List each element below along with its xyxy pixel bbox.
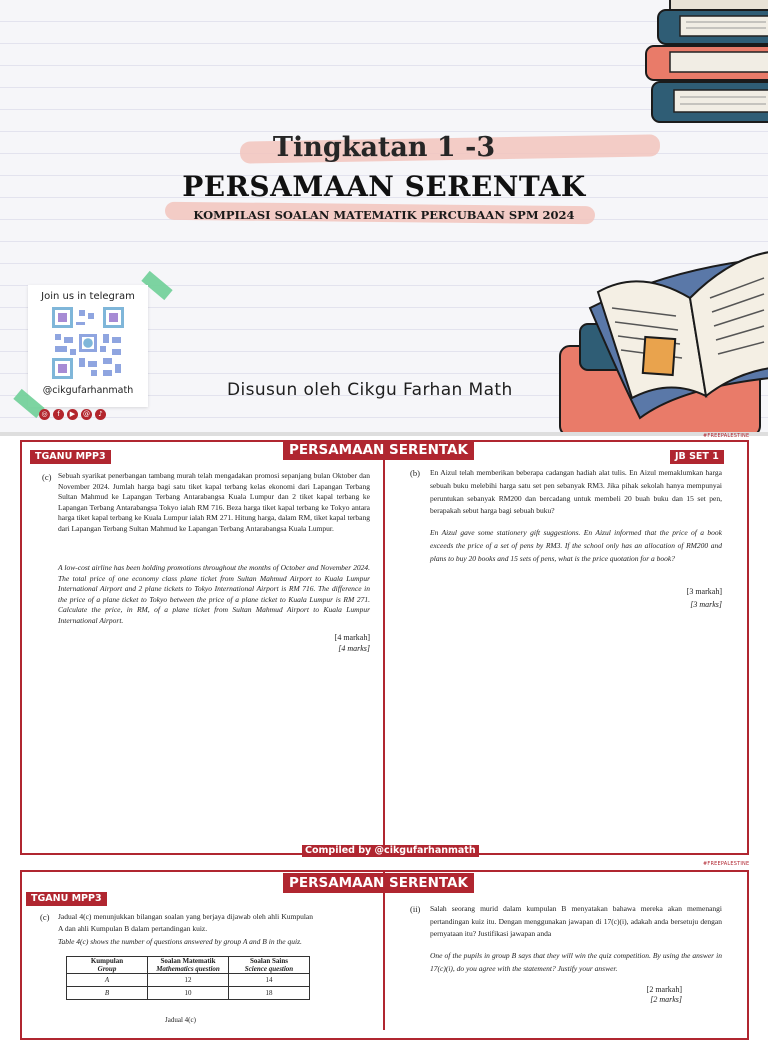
marks-english: [2 marks] [650, 995, 682, 1004]
marks-malay: [2 markah] [646, 985, 682, 994]
question-text-malay: Jadual 4(c) menunjukkan bilangan soalan yang berjaya dijawab oleh ahli Kumpulan A dan ahli Kumpulan B dalam pertandingan kuiz. [58, 912, 313, 933]
question-text-malay: Salah seorang murid dalam kumpulan B menyatakan bahawa mereka akan memenangi pertandingan kuiz itu. Dengan menggunakan jawapan di 17(c)(i), adakah anda bersetuju dengan pernyataan itu? Justifikasi jawapan anda [430, 904, 722, 938]
question-label: (ii) [410, 904, 421, 914]
marks-english: [4 marks] [338, 644, 370, 653]
open-book-illustration [520, 228, 768, 432]
free-palestine-label: #FREEPALESTINE [703, 861, 750, 867]
telegram-title: Join us in telegram [41, 291, 135, 302]
question-label: (c) [42, 472, 52, 482]
instagram-icon[interactable]: ◎ [39, 409, 50, 420]
table-cell: 10 [148, 987, 229, 1000]
table-header-cell: Soalan Sains Science question [229, 957, 310, 974]
question-text-english: Table 4(c) shows the number of questions answered by group A and B in the quiz. [58, 937, 302, 946]
youtube-icon[interactable]: ▶ [67, 409, 78, 420]
question-label: (c) [40, 912, 50, 922]
worksheet-header: PERSAMAAN SERENTAK [283, 440, 474, 460]
quiz-table [66, 956, 310, 1000]
table-row [67, 987, 310, 1000]
telegram-handle: @cikgufarhanmath [42, 385, 134, 396]
table-cell: 18 [229, 987, 310, 1000]
cover-page [0, 0, 768, 432]
question-text-english: One of the pupils in group B says that they will win the quiz competition. By using the answer in 17(c)(i), do you agree with the statement? Justify your answer. [430, 951, 722, 973]
question-text-malay: Sebuah syarikat penerbangan tambang murah telah mengadakan promosi sepanjang bulan Oktober dan November 2024. Jumlah harga bagi satu tiket kapal terbang kelas ekonomi dari Lapangan Terbang Sultan Mahmud ke Lapangan Terbang Antarabangsa Kuala Lumpur dan 2 tiket kapal terbang ke Lapangan Terbang Antarabangsa Tokyo ialah RM 716. Beza harga tiket kapal terbang ke Tokyo antara harga tiket kapal terbang ke Kuala Lumpur ialah RM 271. Hitung harga, dalam RM, tiket kapal terbang dari Lapangan Terbang Sultan Mahmud ke Lapangan Terbang Antarabangsa Kuala Lumpur. [58, 471, 370, 533]
telegram-qr-code[interactable] [52, 307, 124, 379]
question-text-english: A low-cost airline has been holding promotions throughout the months of October and November 2024. The total price of one economy class plane ticket from Sultan Mahmud Airport to Kuala Lumpur International Airport and 2 plane tickets to Tokyo International Airport is RM 716. The difference in the price of a plane ticket to Tokyo between the price of a plane ticket to Kuala Lumpur is RM 271. Calculate the price, in RM, of a plane ticket from Sultan Mahmud Airport to Kuala Lumpur International Airport. [58, 563, 370, 625]
table-cell: 14 [229, 974, 310, 987]
question-text-english: En Aizul gave some stationery gift suggestions. En Aizul informed that the price of a book exceeds the price of a set of pens by RM3. If the school only has an allocation of RM200 and plans to buy 20 books and 15 sets of pens, what is the price quotation for a book? [430, 528, 722, 563]
table-cell: 12 [148, 974, 229, 987]
table-cell: B [67, 987, 148, 1000]
social-icons-row [39, 409, 106, 420]
table-cell: A [67, 974, 148, 987]
compiled-by-label: Compiled by @cikgufarhanmath [302, 845, 479, 857]
telegram-card[interactable] [28, 285, 148, 407]
cover-author: Disusun oleh Cikgu Farhan Math [227, 380, 513, 400]
source-tag: JB SET 1 [670, 450, 724, 464]
cover-title-form: Tingkatan 1 -3 [272, 132, 496, 163]
marks-malay: [4 markah] [334, 633, 370, 642]
table-header-cell: Kumpulan Group [67, 957, 148, 974]
column-divider [383, 870, 385, 1030]
marks-malay: [3 markah] [686, 587, 722, 596]
table-caption: Jadual 4(c) [165, 1016, 196, 1024]
source-tag: TGANU MPP3 [26, 892, 107, 906]
worksheet-header: PERSAMAAN SERENTAK [283, 873, 474, 893]
free-palestine-label: #FREEPALESTINE [703, 433, 750, 439]
threads-icon[interactable]: @ [83, 410, 90, 418]
table-header-row [67, 957, 310, 974]
question-text-malay: En Aizul telah memberikan beberapa cadangan hadiah alat tulis. En Aizul memaklumkan harga sebuah buku melebihi harga satu set pen sebanyak RM3. Jika pihak sekolah hanya mempunyai peruntukan sebanyak RM200 dan bercadang untuk membeli 20 buah buku dan 15 set pen, berapakah sebut harga bagi sebuah buku? [430, 468, 722, 516]
cover-title-topic: PERSAMAAN SERENTAK [182, 170, 586, 203]
tiktok-icon[interactable]: ♪ [95, 409, 106, 420]
stacked-books-illustration [640, 0, 768, 135]
marks-english: [3 marks] [690, 600, 722, 609]
page-divider [0, 432, 768, 436]
facebook-icon[interactable]: f [53, 409, 64, 420]
table-row [67, 974, 310, 987]
cover-subtitle: KOMPILASI SOALAN MATEMATIK PERCUBAAN SPM 2024 [193, 208, 575, 222]
source-tag: TGANU MPP3 [30, 450, 111, 464]
question-label: (b) [410, 468, 420, 478]
table-header-cell: Soalan Matematik Mathematics question [148, 957, 229, 974]
column-divider [383, 440, 385, 855]
